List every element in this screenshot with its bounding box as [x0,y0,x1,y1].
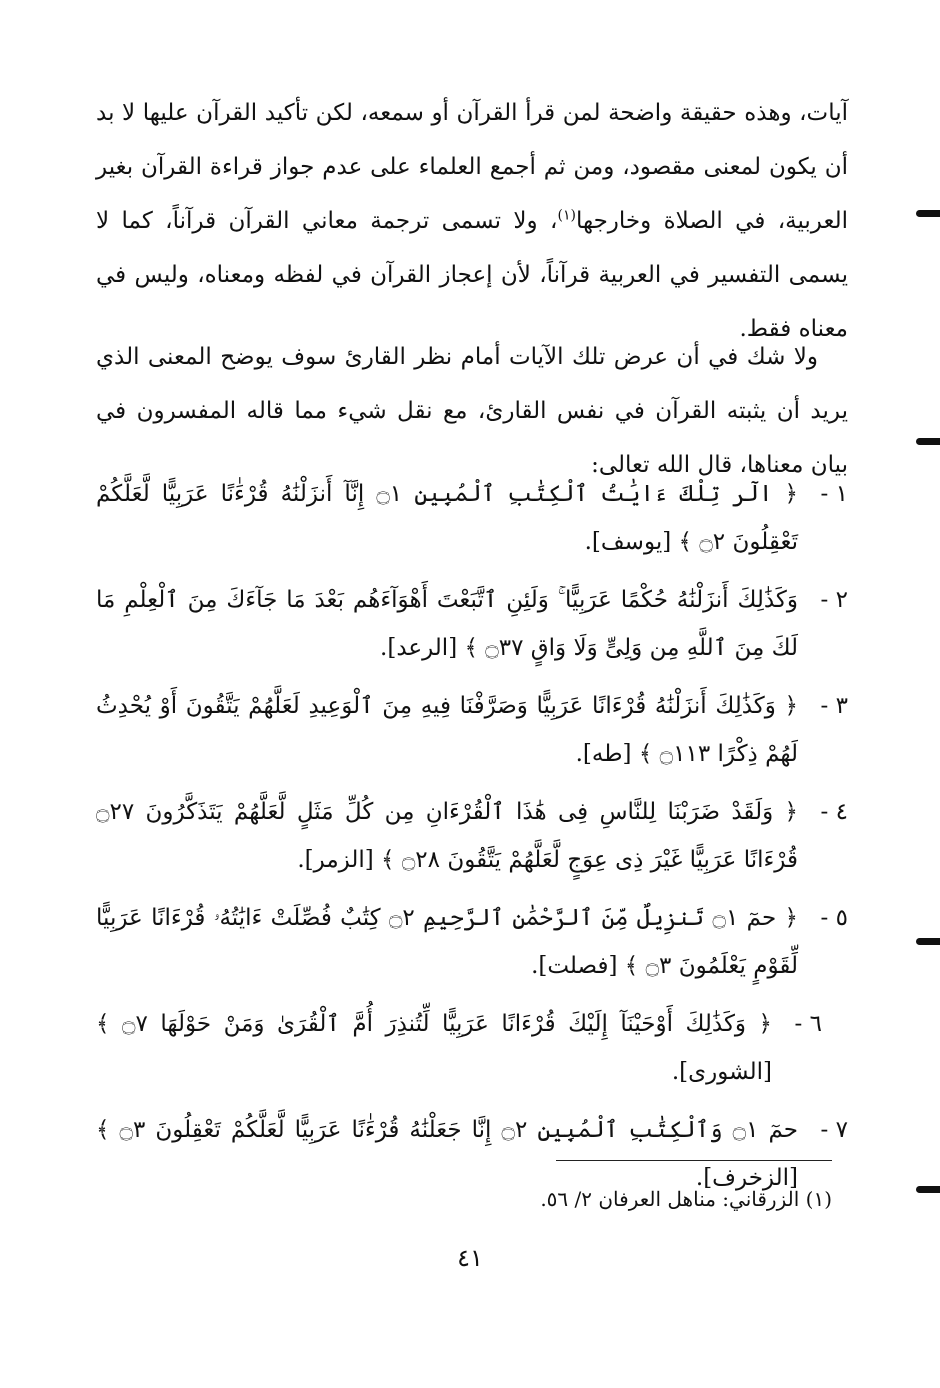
verse-body [96,682,798,778]
verse-text: ﴿ وَكَذَٰلِكَ أَنزَلْنَٰهُ قُرْءَانًا عَرَبِيًّا وَصَرَّفْنَا فِيهِ مِنَ ٱلْوَعِيدِ لَعَلَّهُمْ يَتَّقُونَ أَوْ يُحْدِثُ لَهُمْ ذِكْرًا ۝١١٣ ﴾ [96,693,798,767]
surah-reference: [الرعد]. [380,635,458,661]
verse-number: ٦ - [794,1011,822,1037]
verse-body [96,1000,772,1096]
verse-number: ٣ - [820,693,848,719]
paragraph-explanation: ولا شك في أن عرض تلك الآيات أمام نظر القارئ سوف يوضح المعنى الذي يريد أن يثبته القرآن في نفس القارئ، مع نقل شيء مما قاله المفسرون في بيان معناها، قال الله تعالى: [96,344,848,478]
paragraph-intro-text: آيات، وهذه حقيقة واضحة لمن قرأ القرآن أو سمعه، لكن تأكيد القرآن عليها لا بد أن يكون لمعنى مقصود، ومن ثم أجمع العلماء على عدم جواز قراءة القرآن بغير العربية، في الصلاة وخارجها [96,100,848,234]
verse-item [96,576,848,672]
surah-reference: [الزخرف]. [695,1165,798,1191]
verse-body [96,576,798,672]
page-number: ٤١ [457,1244,483,1272]
verse-text: ﴿ وَلَقَدْ ضَرَبْنَا لِلنَّاسِ فِى هَٰذَا ٱلْقُرْءَانِ مِن كُلِّ مَثَلٍ لَّعَلَّهُمْ يَتَذَكَّرُونَ ۝٢٧ قُرْءَانًا عَرَبِيًّا غَيْرَ ذِى عِوَجٍ لَّعَلَّهُمْ يَتَّقُونَ ۝٢٨ ﴾ [96,799,798,873]
margin-binding-mark [916,1186,940,1193]
surah-reference: [فصلت]. [531,953,618,979]
verse-item [96,470,848,566]
verse-text: حمٓ ۝١ وَٱلْكِتَٰبِ ٱلْمُبِينِ ۝٢ إِنَّا جَعَلْنَٰهُ قُرْءَٰنًا عَرَبِيًّا لَّعَلَّكُمْ تَعْقِلُونَ ۝٣ ﴾ [96,1117,798,1143]
verse-body [96,894,798,990]
surah-reference: [يوسف]. [584,529,672,555]
margin-binding-mark [916,438,940,445]
paragraph-intro-continuation: ، ولا تسمى ترجمة معاني القرآن قرآناً، كما لا يسمى التفسير في العربية قرآناً، لأن إعجاز القرآن في لفظه ومعناه، وليس في معناه فقط. [96,208,848,342]
surah-reference: [طه]. [575,741,632,767]
verse-list [96,470,848,1212]
verse-number: ٧ - [820,1117,848,1143]
margin-binding-mark [916,938,940,945]
verse-text: ﴿ وَكَذَٰلِكَ أَوْحَيْنَآ إِلَيْكَ قُرْءَانًا عَرَبِيًّا لِّتُنذِرَ أُمَّ ٱلْقُرَىٰ وَمَنْ حَوْلَهَا ۝٧ ﴾ [96,1011,772,1037]
verse-number: ٥ - [820,905,848,931]
footnote-reference[interactable]: (١) [557,207,576,224]
verse-item [96,788,848,884]
footnote-divider [556,1160,832,1161]
verse-text: وَكَذَٰلِكَ أَنزَلْنَٰهُ حُكْمًا عَرَبِيًّا ۚ وَلَئِنِ ٱتَّبَعْتَ أَهْوَآءَهُم بَعْدَ مَا جَآءَكَ مِنَ ٱلْعِلْمِ مَا لَكَ مِنَ ٱللَّهِ مِن وَلِىٍّ وَلَا وَاقٍ ۝٣٧ ﴾ [96,587,798,661]
verse-item [96,682,848,778]
paragraph-intro [96,86,848,356]
verse-item [96,1000,848,1096]
surah-reference: [الشورى]. [671,1059,772,1085]
surah-reference: [الزمر]. [297,847,374,873]
footnote-text: (١) الزرقاني: مناهل العرفان ٢/ ٥٦. [540,1187,832,1211]
verse-item [96,894,848,990]
verse-number: ١ - [820,481,848,507]
verse-body [96,788,798,884]
verse-text: ﴿ الٓر تِلْكَ ءَايَٰتُ ٱلْكِتَٰبِ ٱلْمُبِينِ ۝١ إِنَّآ أَنزَلْنَٰهُ قُرْءَٰنًا عَرَبِيًّا لَّعَلَّكُمْ تَعْقِلُونَ ۝٢ ﴾ [96,481,799,555]
margin-binding-mark [916,210,940,217]
verse-text: ﴿ حمٓ ۝١ تَنزِيلٌ مِّنَ ٱلرَّحْمَٰنِ ٱلرَّحِيمِ ۝٢ كِتَٰبٌ فُصِّلَتْ ءَايَٰتُهُۥ قُرْءَانًا عَرَبِيًّا لِّقَوْمٍ يَعْلَمُونَ ۝٣ ﴾ [96,905,799,979]
verse-body [96,470,798,566]
verse-number: ٢ - [820,587,848,613]
verse-number: ٤ - [820,799,848,825]
